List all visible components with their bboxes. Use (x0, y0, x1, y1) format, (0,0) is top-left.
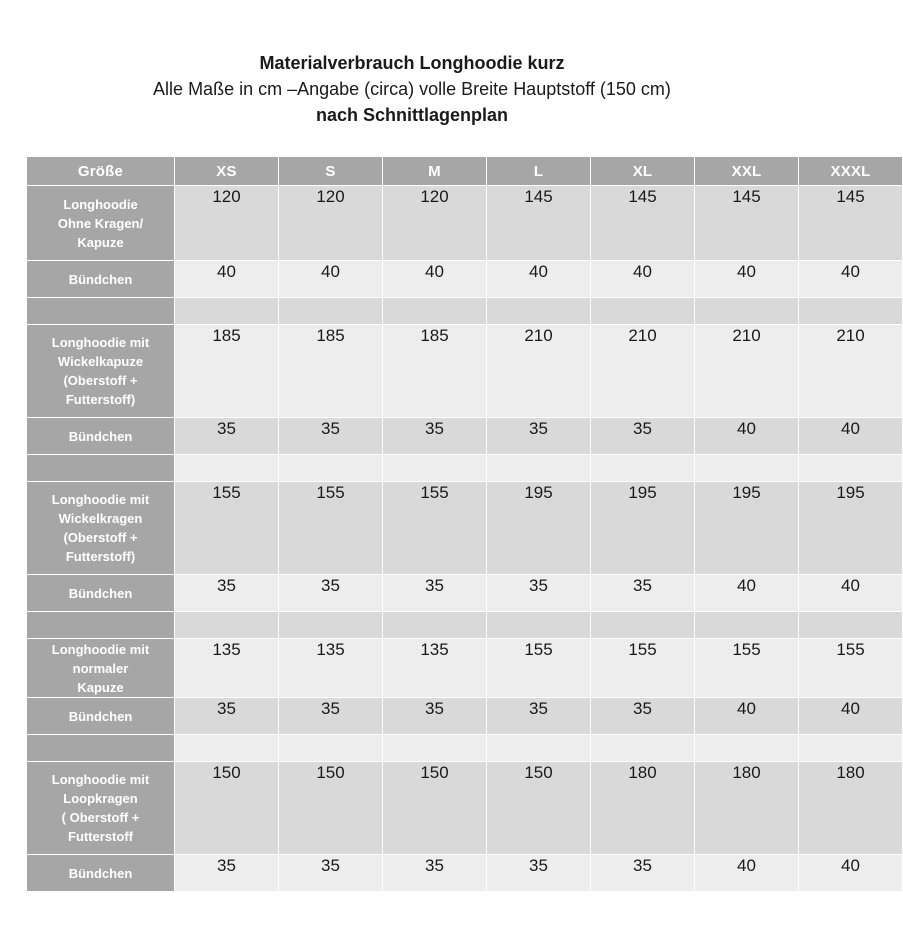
table-cell: 195 (695, 482, 799, 575)
table-cell: 185 (175, 325, 279, 418)
table-cell: 35 (279, 698, 383, 735)
column-header-xl: XL (591, 157, 695, 186)
table-cell: 35 (487, 698, 591, 735)
table-cell: 40 (695, 575, 799, 612)
row-label: Bündchen (27, 575, 175, 612)
table-cell: 40 (695, 418, 799, 455)
table-cell: 210 (591, 325, 695, 418)
table-row (27, 325, 903, 418)
table-cell: 145 (799, 186, 903, 261)
table-cell (487, 455, 591, 482)
table-cell: 40 (799, 855, 903, 892)
table-cell: 35 (591, 575, 695, 612)
table-cell (279, 612, 383, 639)
row-label: Bündchen (27, 261, 175, 298)
table-row (27, 855, 903, 892)
table-cell: 35 (591, 418, 695, 455)
table-cell: 185 (383, 325, 487, 418)
table-header (27, 157, 903, 186)
table-cell: 150 (383, 762, 487, 855)
row-label: Longhoodie mit Wickelkapuze (Oberstoff + Futterstoff) (27, 325, 175, 418)
table-cell: 40 (383, 261, 487, 298)
table-cell (591, 612, 695, 639)
table-cell: 40 (591, 261, 695, 298)
heading-line-1: Materialverbrauch Longhoodie kurz (259, 53, 565, 73)
table-cell (383, 298, 487, 325)
table-cell: 135 (383, 639, 487, 698)
table-cell: 155 (799, 639, 903, 698)
table-cell: 145 (695, 186, 799, 261)
table-cell: 135 (279, 639, 383, 698)
table-cell: 40 (175, 261, 279, 298)
table-row (27, 639, 903, 698)
table-header-row (27, 157, 903, 186)
table-cell: 155 (591, 639, 695, 698)
table-cell: 120 (279, 186, 383, 261)
table-cell (487, 735, 591, 762)
row-label: Bündchen (27, 418, 175, 455)
table-cell: 40 (487, 261, 591, 298)
table-cell (487, 612, 591, 639)
table-cell: 35 (591, 855, 695, 892)
table-cell (695, 612, 799, 639)
table-cell: 180 (799, 762, 903, 855)
table-cell (279, 455, 383, 482)
material-consumption-table (26, 156, 903, 892)
table-cell (799, 612, 903, 639)
table-cell (695, 735, 799, 762)
table-cell: 35 (279, 855, 383, 892)
table-cell (799, 735, 903, 762)
table-cell: 40 (799, 261, 903, 298)
heading-line-3: nach Schnittlagenplan (315, 105, 509, 125)
row-label: Longhoodie mit Loopkragen ( Oberstoff + Futterstoff (27, 762, 175, 855)
table-cell: 120 (383, 186, 487, 261)
table-cell: 35 (487, 855, 591, 892)
table-cell (383, 612, 487, 639)
table-cell: 155 (695, 639, 799, 698)
table-cell: 155 (279, 482, 383, 575)
row-label: Longhoodie mit Wickelkragen (Oberstoff + Futterstoff) (27, 482, 175, 575)
table-cell (591, 735, 695, 762)
table-cell: 210 (695, 325, 799, 418)
table-cell: 210 (799, 325, 903, 418)
table-cell: 40 (695, 855, 799, 892)
table-cell: 40 (799, 575, 903, 612)
column-header-size: Größe (27, 157, 175, 186)
table-row (27, 298, 903, 325)
table-cell: 195 (591, 482, 695, 575)
table-body (27, 186, 903, 892)
column-header-l: L (487, 157, 591, 186)
table-cell (591, 455, 695, 482)
table-cell: 155 (175, 482, 279, 575)
table-cell (175, 455, 279, 482)
table-cell: 35 (279, 418, 383, 455)
row-label: Bündchen (27, 698, 175, 735)
column-header-s: S (279, 157, 383, 186)
row-label: Longhoodie mit normaler Kapuze (27, 639, 175, 698)
table-row (27, 482, 903, 575)
row-label (27, 298, 175, 325)
table-cell (383, 455, 487, 482)
table-row (27, 455, 903, 482)
table-cell: 155 (487, 639, 591, 698)
column-header-xxl: XXL (695, 157, 799, 186)
table-row (27, 261, 903, 298)
table-cell: 35 (175, 418, 279, 455)
table-cell: 180 (591, 762, 695, 855)
table-cell: 40 (799, 418, 903, 455)
table-cell (175, 612, 279, 639)
table-row (27, 575, 903, 612)
table-cell: 40 (279, 261, 383, 298)
table-cell: 195 (487, 482, 591, 575)
table-cell: 40 (695, 261, 799, 298)
table-cell: 185 (279, 325, 383, 418)
table-row (27, 698, 903, 735)
table-cell: 40 (799, 698, 903, 735)
table-row (27, 418, 903, 455)
table-cell: 35 (383, 855, 487, 892)
table-row (27, 612, 903, 639)
table-cell: 120 (175, 186, 279, 261)
table-row (27, 186, 903, 261)
column-header-m: M (383, 157, 487, 186)
table-cell: 150 (279, 762, 383, 855)
row-label: Longhoodie Ohne Kragen/ Kapuze (27, 186, 175, 261)
table-cell: 35 (383, 698, 487, 735)
table-cell: 35 (279, 575, 383, 612)
table-cell (487, 298, 591, 325)
table-cell: 35 (383, 418, 487, 455)
row-label (27, 455, 175, 482)
document-heading (0, 0, 824, 128)
table-row (27, 735, 903, 762)
table-cell: 150 (175, 762, 279, 855)
table-cell: 135 (175, 639, 279, 698)
table-cell (695, 298, 799, 325)
table-cell: 35 (175, 575, 279, 612)
table-cell: 150 (487, 762, 591, 855)
table-cell (175, 298, 279, 325)
column-header-xs: XS (175, 157, 279, 186)
table-cell: 35 (487, 575, 591, 612)
column-header-xxxl: XXXL (799, 157, 903, 186)
table-cell: 145 (591, 186, 695, 261)
table-cell (695, 455, 799, 482)
table-cell (175, 735, 279, 762)
table-cell: 145 (487, 186, 591, 261)
table-cell: 35 (591, 698, 695, 735)
table-cell: 210 (487, 325, 591, 418)
table-cell: 35 (175, 855, 279, 892)
table-cell: 195 (799, 482, 903, 575)
table-cell: 35 (383, 575, 487, 612)
table-cell (799, 455, 903, 482)
table-cell: 180 (695, 762, 799, 855)
row-label: Bündchen (27, 855, 175, 892)
table-cell (591, 298, 695, 325)
table-row (27, 762, 903, 855)
heading-line-2: Alle Maße in cm –Angabe (circa) volle Breite Hauptstoff (150 cm) (153, 79, 671, 99)
row-label (27, 735, 175, 762)
table-cell (383, 735, 487, 762)
row-label (27, 612, 175, 639)
table-cell: 155 (383, 482, 487, 575)
table-cell (279, 735, 383, 762)
table-cell: 35 (175, 698, 279, 735)
table-cell (279, 298, 383, 325)
table-cell: 35 (487, 418, 591, 455)
table-cell (799, 298, 903, 325)
table-cell: 40 (695, 698, 799, 735)
material-table-wrapper (26, 156, 871, 892)
